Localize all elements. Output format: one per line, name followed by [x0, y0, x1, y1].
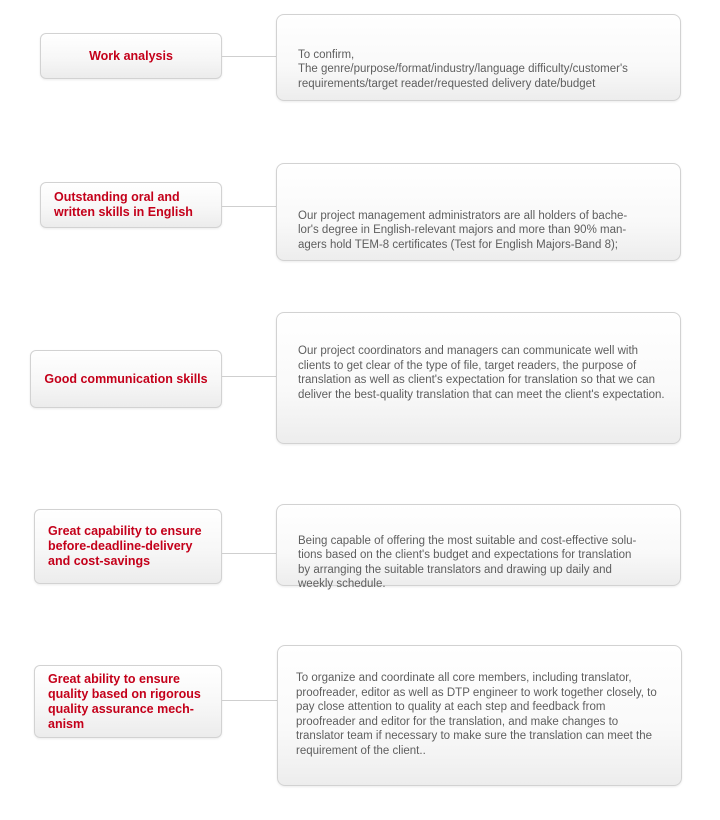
- connector-line: [222, 56, 277, 57]
- description-text: Being capable of offering the most suitable and cost-effective solu- tions based on the client's budget and expectations for translation by arranging the suitable translators and drawing up daily and weekly schedule.: [298, 534, 637, 590]
- label-text: Great capability to ensure before-deadline-delivery and cost-savings: [48, 524, 202, 568]
- label-communication-skills: [30, 350, 222, 408]
- connector-line: [222, 376, 277, 377]
- label-text: Good communication skills: [44, 371, 208, 386]
- description-quality-assurance: [277, 645, 682, 786]
- label-text: Work analysis: [89, 48, 173, 63]
- label-english-skills: [40, 182, 222, 228]
- connector-line: [222, 700, 277, 701]
- description-deadline-delivery: [276, 504, 681, 590]
- description-text: Our project coordinators and managers can communicate well with clients to get clear of the type of file, target readers, the purpose of translation as well as client's expectation for translation so that we can deliver the best-quality translation that can meet the client's expectation.: [298, 345, 665, 401]
- connector-line: [222, 553, 277, 554]
- description-communication-skills: [276, 312, 681, 444]
- description-work-analysis: [276, 14, 681, 101]
- description-text: To organize and coordinate all core members, including translator, proofreader, editor as well as DTP engineer to work together closely, to pay close attention to quality at each step and feedback from proofreader and editor for the translation, and make changes to translator team if necessary to make sure the translation can meet the requirement of the client..: [296, 672, 657, 757]
- connector-line: [222, 206, 277, 207]
- label-work-analysis: [40, 33, 222, 79]
- label-quality-assurance: [34, 665, 222, 738]
- description-text: Our project management administrators are all holders of bache- lor's degree in English-relevant majors and more than 90% man- agers hold TEM-8 certificates (Test for English Majors-Band 8);: [298, 209, 628, 251]
- label-text: Great ability to ensure quality based on rigorous quality assurance mech- anism: [48, 671, 201, 731]
- description-english-skills: [276, 163, 681, 261]
- description-text: To confirm, The genre/purpose/format/industry/language difficulty/customer's requirements/target reader/requested delivery date/budget: [298, 48, 628, 90]
- label-text: Outstanding oral and written skills in English: [54, 190, 193, 219]
- label-deadline-delivery: [34, 509, 222, 584]
